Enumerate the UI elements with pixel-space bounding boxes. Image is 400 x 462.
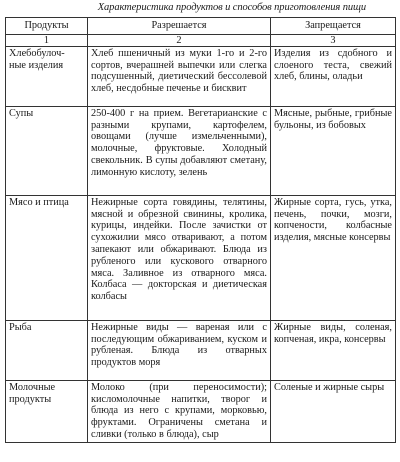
table-row: [6, 46, 396, 106]
header-products: Продукты: [6, 18, 88, 35]
table-row: [6, 380, 396, 442]
allowed-cell: Молоко (при переносимости); кисломолочные напитки, творог и блюда из него с крупами, морковью, фруктами. Ограничены сметана и сливки (только в блюда), сыр: [88, 380, 271, 442]
product-category: Мясо и птица: [6, 195, 88, 320]
product-category: Хлебобулоч- ные изделия: [6, 46, 88, 106]
forbidden-cell: Жирные сорта, гусь, утка, печень, почки, мозги, копчености, колбасные изделия, мясные консервы: [271, 195, 396, 320]
allowed-cell: Нежирные сорта говядины, телятины, мясной и обрезной свинины, кролика, курицы, индейки. После зачистки от сухожилии мясо отваривают, а потом запекают или обжаривают. Блюда из рубленого или кускового отварного мяса. Заливное из отварного мяса. Колбаса — докторская и диетическая колбасы: [88, 195, 271, 320]
column-number: 1: [6, 34, 88, 46]
forbidden-cell: Изделия из сдобного и слоеного теста, свежий хлеб, блины, оладьи: [271, 46, 396, 106]
column-number-row: [6, 34, 396, 46]
table-row: [6, 320, 396, 380]
allowed-cell: Нежирные виды — вареная или с последующим обжариванием, куском и рубленая. Блюда из отварных продуктов моря: [88, 320, 271, 380]
table-row: [6, 195, 396, 320]
product-category: Рыба: [6, 320, 88, 380]
product-category: Супы: [6, 106, 88, 195]
food-table: [5, 17, 396, 443]
table-caption: Характеристика продуктов и способов приготовления пищи: [97, 2, 366, 13]
header-forbidden: Запрещается: [271, 18, 396, 35]
column-number: 3: [271, 34, 396, 46]
column-number: 2: [88, 34, 271, 46]
allowed-cell: 250-400 г на прием. Вегетарианские с разными крупами, картофелем, овощами (лучше измельченными), молочные, фруктовые. Холодный свекольник. В супы добавляют сметану, лимонную кислоту, зелень: [88, 106, 271, 195]
table-row: [6, 106, 396, 195]
forbidden-cell: Мясные, рыбные, грибные бульоны, из бобовых: [271, 106, 396, 195]
product-category: Молочные продукты: [6, 380, 88, 442]
forbidden-cell: Жирные виды, соленая, копченая, икра, консервы: [271, 320, 396, 380]
header-allowed: Разрешается: [88, 18, 271, 35]
header-row: [6, 18, 396, 35]
forbidden-cell: Соленые и жирные сыры: [271, 380, 396, 442]
allowed-cell: Хлеб пшеничный из муки 1-го и 2-го сортов, вчерашней выпечки или слегка подсушенный, диетический бессолевой хлеб, несдобные печенье и бисквит: [88, 46, 271, 106]
